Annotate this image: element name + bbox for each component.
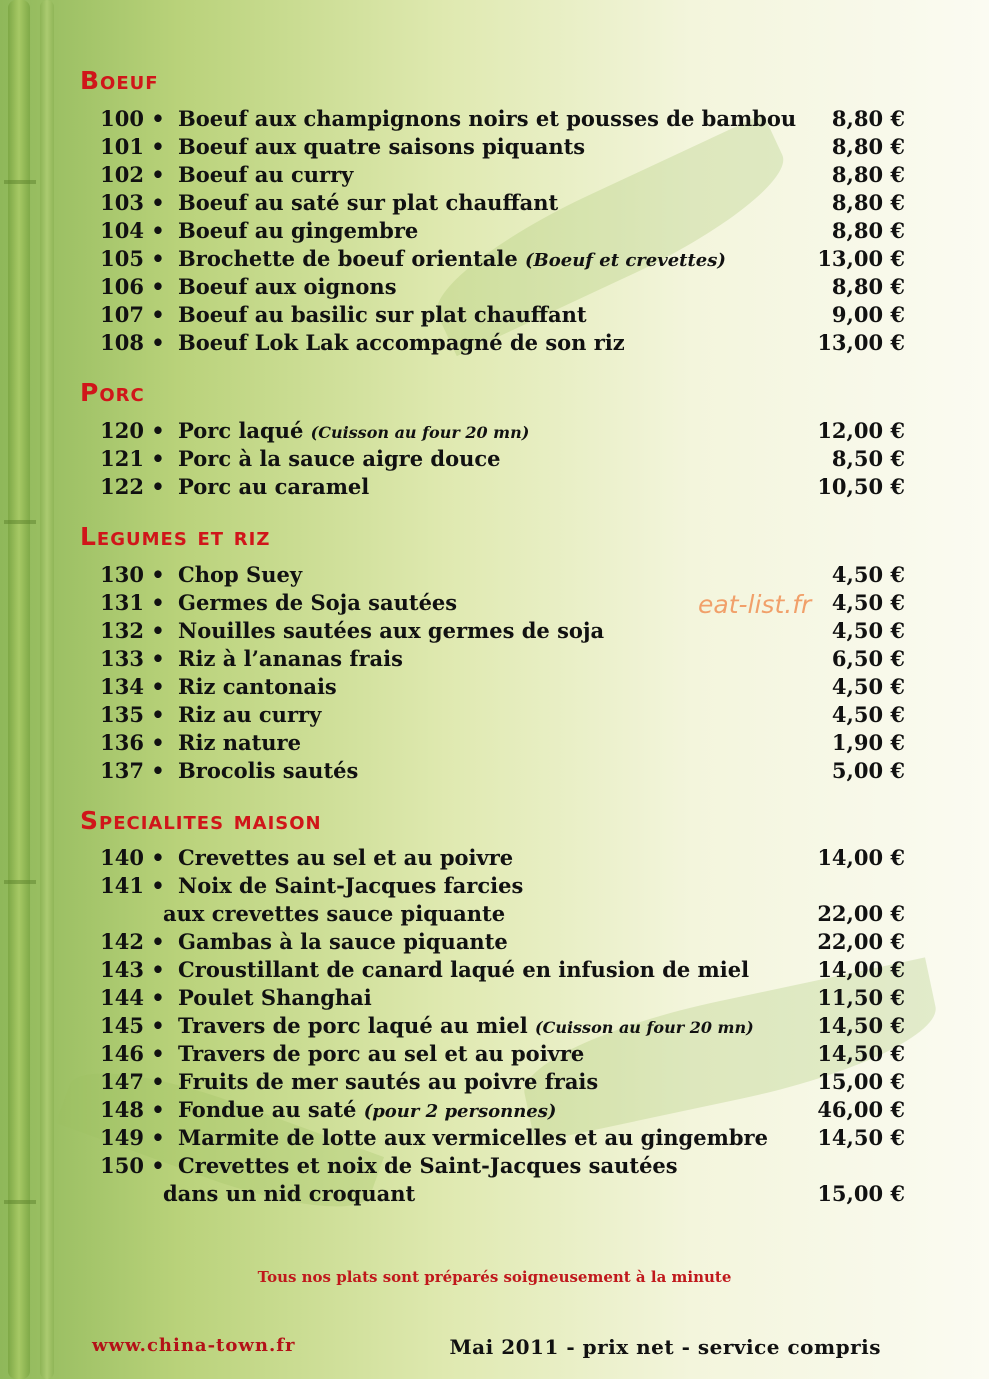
menu-item: 149 • Marmite de lotte aux vermicelles et au gingembre 14,50 € — [100, 1125, 905, 1150]
menu-item: 132 • Nouilles sautées aux germes de soja 4,50 € — [100, 618, 905, 643]
menu-item: 134 • Riz cantonais 4,50 € — [100, 674, 905, 699]
menu-item: 140 • Crevettes au sel et au poivre 14,00 € — [100, 845, 905, 870]
menu-item: 144 • Poulet Shanghai 11,50 € — [100, 985, 905, 1010]
item-note: (Cuisson au four 20 mn) — [535, 1018, 754, 1037]
section-title-specialites-maison: Specialites maison — [80, 806, 322, 835]
footer-info: Mai 2011 - prix net - service compris — [449, 1335, 881, 1359]
menu-item: 104 • Boeuf au gingembre 8,80 € — [100, 218, 905, 243]
menu-item: 101 • Boeuf aux quatre saisons piquants 8,80 € — [100, 134, 905, 159]
menu-item: 131 • Germes de Soja sautées 4,50 € — [100, 590, 905, 615]
menu-item: 108 • Boeuf Lok Lak accompagné de son riz 13,00 € — [100, 330, 905, 355]
menu-item: 121 • Porc à la sauce aigre douce 8,50 € — [100, 446, 905, 471]
watermark-text: eat-list.fr — [698, 590, 812, 619]
menu-item: 137 • Brocolis sautés 5,00 € — [100, 758, 905, 783]
website-link[interactable]: www.china-town.fr — [92, 1335, 296, 1356]
section-title-boeuf: Boeuf — [80, 66, 159, 95]
menu-item: 136 • Riz nature 1,90 € — [100, 730, 905, 755]
menu-item: 146 • Travers de porc au sel et au poivre 14,50 € — [100, 1041, 905, 1066]
menu-item-continuation: aux crevettes sauce piquante 22,00 € — [163, 901, 905, 926]
item-note: (Cuisson au four 20 mn) — [310, 423, 530, 442]
menu-item: 103 • Boeuf au saté sur plat chauffant 8,80 € — [100, 190, 905, 215]
bamboo-node-decoration — [4, 880, 36, 884]
menu-item: 147 • Fruits de mer sautés au poivre frais 15,00 € — [100, 1069, 905, 1094]
menu-item: 148 • Fondue au saté (pour 2 personnes) 46,00 € — [100, 1097, 905, 1122]
menu-item: 102 • Boeuf au curry 8,80 € — [100, 162, 905, 187]
menu-list-specialites-maison — [100, 844, 905, 1208]
bamboo-node-decoration — [4, 520, 36, 524]
menu-item: 105 • Brochette de boeuf orientale (Boeuf et crevettes) 13,00 € — [100, 246, 905, 271]
menu-item: 130 • Chop Suey 4,50 € — [100, 562, 905, 587]
menu-item: 122 • Porc au caramel 10,50 € — [100, 474, 905, 499]
menu-list-boeuf — [100, 105, 905, 357]
bamboo-stalk-decoration — [8, 0, 30, 1379]
item-note: (pour 2 personnes) — [363, 1101, 557, 1122]
menu-item: 133 • Riz à l’ananas frais 6,50 € — [100, 646, 905, 671]
section-title-porc: Porc — [80, 378, 145, 407]
menu-item: 150 • Crevettes et noix de Saint-Jacques sautées — [100, 1153, 678, 1178]
menu-item: 106 • Boeuf aux oignons 8,80 € — [100, 274, 905, 299]
menu-item: 120 • Porc laqué (Cuisson au four 20 mn) 12,00 € — [100, 418, 905, 443]
menu-item: 145 • Travers de porc laqué au miel (Cuisson au four 20 mn) 14,50 € — [100, 1013, 905, 1038]
menu-item: 142 • Gambas à la sauce piquante 22,00 € — [100, 929, 905, 954]
item-note: (Boeuf et crevettes) — [525, 250, 726, 271]
bamboo-stalk-decoration — [40, 0, 54, 1379]
menu-item: 100 • Boeuf aux champignons noirs et pousses de bambou 8,80 € — [100, 106, 905, 131]
menu-item-continuation: dans un nid croquant 15,00 € — [163, 1181, 905, 1206]
menu-list-porc — [100, 417, 905, 501]
menu-item: 141 • Noix de Saint-Jacques farcies — [100, 873, 524, 898]
bamboo-node-decoration — [4, 180, 36, 184]
menu-item: 107 • Boeuf au basilic sur plat chauffant 9,00 € — [100, 302, 905, 327]
footnote: Tous nos plats sont préparés soigneusement à la minute — [257, 1268, 732, 1286]
section-title-legumes-et-riz: Legumes et riz — [80, 522, 271, 551]
menu-item: 143 • Croustillant de canard laqué en infusion de miel 14,00 € — [100, 957, 905, 982]
menu-item: 135 • Riz au curry 4,50 € — [100, 702, 905, 727]
bamboo-node-decoration — [4, 1200, 36, 1204]
